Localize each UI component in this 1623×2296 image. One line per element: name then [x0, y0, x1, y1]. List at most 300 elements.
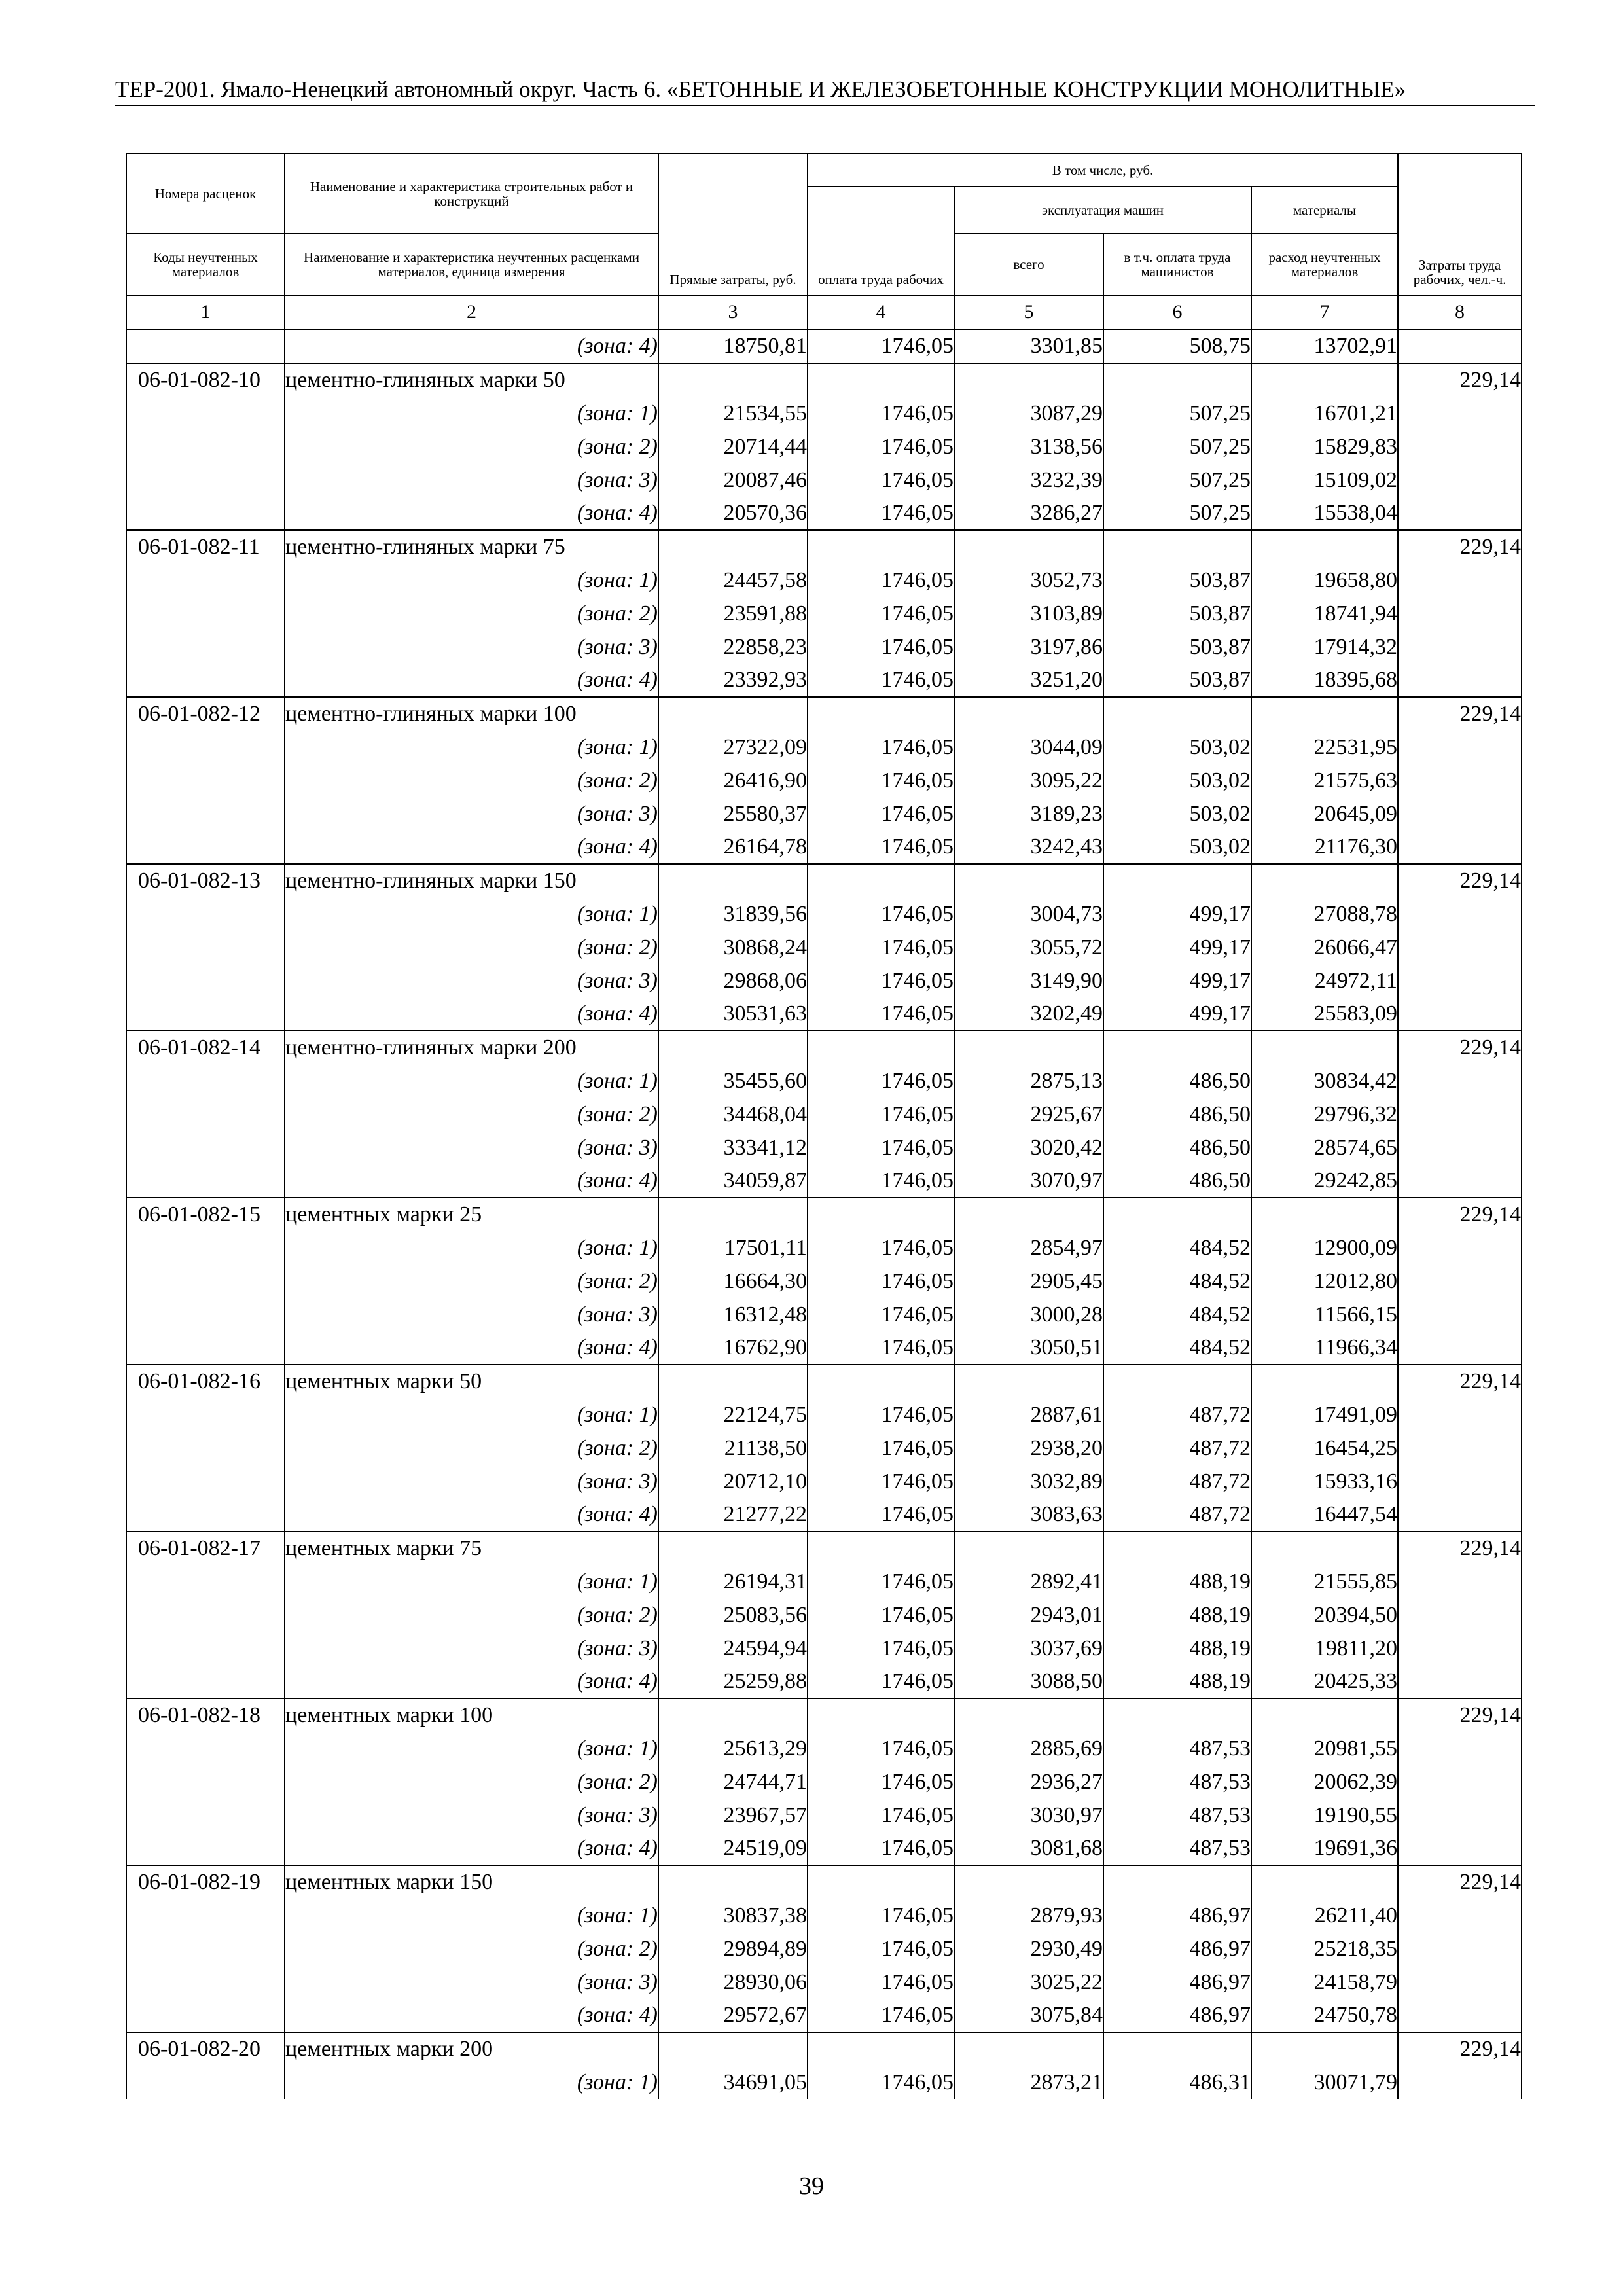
- direct-cost: 24744,71: [658, 1765, 808, 1799]
- rate-name: цементных марки 25: [285, 1198, 658, 1231]
- rate-code: 06-01-082-12: [126, 697, 285, 730]
- column-number: 4: [808, 295, 954, 329]
- machines-labor: 487,72: [1103, 1398, 1251, 1431]
- labor-hours: 229,14: [1398, 530, 1522, 564]
- row-code: [126, 1565, 285, 1598]
- zone-label: (зона: 4): [285, 997, 658, 1031]
- labor-pay: 1746,05: [808, 1498, 954, 1532]
- machines-labor: [1103, 1031, 1251, 1064]
- zone-label: (зона: 3): [285, 1632, 658, 1665]
- machines-total: 2854,97: [954, 1231, 1103, 1265]
- materials-cost: 17491,09: [1251, 1398, 1398, 1431]
- labor-pay: 1746,05: [808, 964, 954, 997]
- labor-pay: [808, 1198, 954, 1231]
- zone-label: (зона: 1): [285, 2066, 658, 2099]
- rate-name: цементно-глиняных марки 150: [285, 864, 658, 897]
- machines-total: 3095,22: [954, 764, 1103, 797]
- labor-hours: [1398, 1999, 1522, 2032]
- zone-row: [126, 1665, 1522, 1698]
- zone-label: (зона: 1): [285, 1565, 658, 1598]
- machines-labor: [1103, 1865, 1251, 1899]
- labor-pay: 1746,05: [808, 1832, 954, 1865]
- labor-hours: [1398, 1398, 1522, 1431]
- table-body: [126, 329, 1522, 2099]
- labor-pay: [808, 697, 954, 730]
- machines-total: [954, 1365, 1103, 1398]
- direct-cost: 26416,90: [658, 764, 808, 797]
- materials-cost: [1251, 1865, 1398, 1899]
- machines-labor: 486,97: [1103, 1965, 1251, 1999]
- labor-pay: 1746,05: [808, 1965, 954, 1999]
- machines-labor: [1103, 1698, 1251, 1732]
- direct-cost: [658, 530, 808, 564]
- machines-labor: 503,02: [1103, 831, 1251, 864]
- zone-row: [126, 1932, 1522, 1965]
- machines-labor: 488,19: [1103, 1665, 1251, 1698]
- zone-label: (зона: 1): [285, 397, 658, 430]
- labor-pay: 1746,05: [808, 1064, 954, 1098]
- rate-name: цементных марки 50: [285, 1365, 658, 1398]
- zone-label: (зона: 2): [285, 764, 658, 797]
- direct-cost: [658, 363, 808, 397]
- materials-cost: [1251, 530, 1398, 564]
- machines-labor: [1103, 864, 1251, 897]
- zone-label: (зона: 4): [285, 1832, 658, 1865]
- header-col6: в т.ч. оплата труда машинистов: [1103, 234, 1251, 295]
- labor-pay: 1746,05: [808, 630, 954, 664]
- machines-labor: 507,25: [1103, 463, 1251, 497]
- machines-labor: 499,17: [1103, 931, 1251, 964]
- materials-cost: [1251, 1031, 1398, 1064]
- machines-total: 2925,67: [954, 1098, 1103, 1131]
- zone-row: [126, 397, 1522, 430]
- direct-cost: 22858,23: [658, 630, 808, 664]
- header-group-incl: В том числе, руб.: [808, 154, 1398, 187]
- machines-labor: 487,53: [1103, 1799, 1251, 1832]
- rate-name: цементно-глиняных марки 50: [285, 363, 658, 397]
- machines-total: 3189,23: [954, 797, 1103, 831]
- zone-label: (зона: 3): [285, 964, 658, 997]
- machines-labor: 487,72: [1103, 1465, 1251, 1498]
- row-code: [126, 831, 285, 864]
- machines-total: 3025,22: [954, 1965, 1103, 1999]
- direct-cost: 25580,37: [658, 797, 808, 831]
- machines-total: 2930,49: [954, 1932, 1103, 1965]
- machines-labor: 488,19: [1103, 1598, 1251, 1632]
- direct-cost: 24594,94: [658, 1632, 808, 1665]
- zone-label: (зона: 2): [285, 1265, 658, 1298]
- zone-label: (зона: 1): [285, 564, 658, 597]
- labor-pay: [808, 1532, 954, 1565]
- machines-total: 3055,72: [954, 931, 1103, 964]
- zone-label: (зона: 1): [285, 1231, 658, 1265]
- zone-row: [126, 1064, 1522, 1098]
- labor-pay: 1746,05: [808, 730, 954, 764]
- materials-cost: [1251, 697, 1398, 730]
- machines-labor: 503,02: [1103, 797, 1251, 831]
- direct-cost: 25259,88: [658, 1665, 808, 1698]
- machines-total: 3070,97: [954, 1164, 1103, 1198]
- direct-cost: 20570,36: [658, 497, 808, 530]
- rate-header-row: [126, 363, 1522, 397]
- row-code: [126, 430, 285, 463]
- zone-label: (зона: 4): [285, 1498, 658, 1532]
- direct-cost: 16762,90: [658, 1331, 808, 1365]
- labor-pay: 1746,05: [808, 1899, 954, 1932]
- direct-cost: 22124,75: [658, 1398, 808, 1431]
- materials-cost: 16447,54: [1251, 1498, 1398, 1532]
- row-code: [126, 931, 285, 964]
- machines-total: 3075,84: [954, 1999, 1103, 2032]
- rate-header-row: [126, 1198, 1522, 1231]
- zone-label: (зона: 3): [285, 1799, 658, 1832]
- direct-cost: 29572,67: [658, 1999, 808, 2032]
- direct-cost: 34691,05: [658, 2066, 808, 2099]
- machines-labor: 486,50: [1103, 1098, 1251, 1131]
- direct-cost: 30837,38: [658, 1899, 808, 1932]
- materials-cost: 21555,85: [1251, 1565, 1398, 1598]
- labor-pay: 1746,05: [808, 1298, 954, 1331]
- direct-cost: 34468,04: [658, 1098, 808, 1131]
- zone-row: [126, 1732, 1522, 1765]
- rate-name: цементных марки 200: [285, 2032, 658, 2066]
- machines-total: 3138,56: [954, 430, 1103, 463]
- machines-total: 2905,45: [954, 1265, 1103, 1298]
- labor-pay: 1746,05: [808, 597, 954, 630]
- zone-row: [126, 497, 1522, 530]
- row-code: [126, 564, 285, 597]
- machines-labor: 499,17: [1103, 997, 1251, 1031]
- zone-row: [126, 1398, 1522, 1431]
- labor-pay: 1746,05: [808, 1632, 954, 1665]
- machines-total: [954, 1865, 1103, 1899]
- machines-labor: 503,02: [1103, 730, 1251, 764]
- direct-cost: 30531,63: [658, 997, 808, 1031]
- row-code: [126, 1098, 285, 1131]
- direct-cost: 28930,06: [658, 1965, 808, 1999]
- machines-labor: 503,87: [1103, 630, 1251, 664]
- labor-hours: 229,14: [1398, 1365, 1522, 1398]
- machines-total: 3232,39: [954, 463, 1103, 497]
- labor-hours: [1398, 664, 1522, 697]
- row-code: [126, 1331, 285, 1365]
- zone-label: (зона: 1): [285, 1899, 658, 1932]
- direct-cost: 26164,78: [658, 831, 808, 864]
- labor-hours: [1398, 597, 1522, 630]
- direct-cost: 20712,10: [658, 1465, 808, 1498]
- zone-row: [126, 1098, 1522, 1131]
- rate-header-row: [126, 1365, 1522, 1398]
- rate-header-row: [126, 1865, 1522, 1899]
- machines-labor: 499,17: [1103, 897, 1251, 931]
- labor-pay: 1746,05: [808, 2066, 954, 2099]
- row-code: [126, 597, 285, 630]
- direct-cost: 17501,11: [658, 1231, 808, 1265]
- header-col1-bottom: Коды неучтенных материалов: [126, 234, 285, 295]
- direct-cost: 33341,12: [658, 1131, 808, 1164]
- zone-label: (зона: 3): [285, 1965, 658, 1999]
- header-col8: Затраты труда рабочих, чел.-ч.: [1398, 154, 1522, 295]
- header-col5: всего: [954, 234, 1103, 295]
- labor-hours: [1398, 764, 1522, 797]
- machines-total: 3083,63: [954, 1498, 1103, 1532]
- rate-code: 06-01-082-15: [126, 1198, 285, 1231]
- materials-cost: 20645,09: [1251, 797, 1398, 831]
- labor-hours: [1398, 1732, 1522, 1765]
- machines-total: 2885,69: [954, 1732, 1103, 1765]
- column-number: 5: [954, 295, 1103, 329]
- zone-row: [126, 1765, 1522, 1799]
- zone-row: [126, 1164, 1522, 1198]
- machines-total: [954, 2032, 1103, 2066]
- labor-pay: [808, 1365, 954, 1398]
- direct-cost: 30868,24: [658, 931, 808, 964]
- machines-labor: 486,97: [1103, 1932, 1251, 1965]
- direct-cost: 26194,31: [658, 1565, 808, 1598]
- direct-cost: 20087,46: [658, 463, 808, 497]
- row-code: [126, 463, 285, 497]
- zone-row: [126, 1265, 1522, 1298]
- labor-pay: 1746,05: [808, 430, 954, 463]
- zone-row: [126, 597, 1522, 630]
- rate-code: 06-01-082-17: [126, 1532, 285, 1565]
- labor-pay: 1746,05: [808, 1465, 954, 1498]
- labor-hours: [1398, 1565, 1522, 1598]
- header-group-materials: материалы: [1251, 187, 1398, 234]
- direct-cost: 23591,88: [658, 597, 808, 630]
- materials-cost: 12900,09: [1251, 1231, 1398, 1265]
- header-group-machines: эксплуатация машин: [954, 187, 1251, 234]
- labor-hours: [1398, 1632, 1522, 1665]
- labor-pay: 1746,05: [808, 1665, 954, 1698]
- machines-labor: [1103, 2032, 1251, 2066]
- direct-cost: 34059,87: [658, 1164, 808, 1198]
- machines-labor: 499,17: [1103, 964, 1251, 997]
- zone-label: (зона: 1): [285, 730, 658, 764]
- machines-total: 3081,68: [954, 1832, 1103, 1865]
- machines-total: 3044,09: [954, 730, 1103, 764]
- machines-labor: 484,52: [1103, 1331, 1251, 1365]
- materials-cost: 20394,50: [1251, 1598, 1398, 1632]
- machines-total: [954, 697, 1103, 730]
- labor-hours: 229,14: [1398, 1698, 1522, 1732]
- labor-hours: 229,14: [1398, 1532, 1522, 1565]
- direct-cost: [658, 1532, 808, 1565]
- machines-total: 3103,89: [954, 597, 1103, 630]
- labor-pay: 1746,05: [808, 797, 954, 831]
- row-code: [126, 329, 285, 363]
- column-number: 7: [1251, 295, 1398, 329]
- materials-cost: 18395,68: [1251, 664, 1398, 697]
- labor-pay: 1746,05: [808, 1265, 954, 1298]
- machines-total: 3149,90: [954, 964, 1103, 997]
- column-number: 6: [1103, 295, 1251, 329]
- zone-label: (зона: 3): [285, 630, 658, 664]
- zone-row: [126, 897, 1522, 931]
- materials-cost: 29242,85: [1251, 1164, 1398, 1198]
- machines-labor: 503,02: [1103, 764, 1251, 797]
- row-code: [126, 1498, 285, 1532]
- machines-labor: 486,97: [1103, 1899, 1251, 1932]
- zone-row: [126, 730, 1522, 764]
- labor-hours: [1398, 397, 1522, 430]
- direct-cost: [658, 1031, 808, 1064]
- zone-label: (зона: 4): [285, 664, 658, 697]
- labor-pay: 1746,05: [808, 1098, 954, 1131]
- row-code: [126, 1064, 285, 1098]
- rate-header-row: [126, 530, 1522, 564]
- zone-label: (зона: 3): [285, 1298, 658, 1331]
- machines-total: 3088,50: [954, 1665, 1103, 1698]
- zone-label: (зона: 1): [285, 897, 658, 931]
- header-col1-top: Номера расценок: [126, 154, 285, 234]
- machines-total: 2936,27: [954, 1765, 1103, 1799]
- row-code: [126, 1131, 285, 1164]
- zone-row: [126, 1799, 1522, 1832]
- rate-name: цементных марки 100: [285, 1698, 658, 1732]
- labor-pay: 1746,05: [808, 1164, 954, 1198]
- materials-cost: [1251, 1365, 1398, 1398]
- row-code: [126, 1965, 285, 1999]
- materials-cost: 19811,20: [1251, 1632, 1398, 1665]
- row-code: [126, 1265, 285, 1298]
- row-code: [126, 1598, 285, 1632]
- zone-row: [126, 630, 1522, 664]
- labor-hours: [1398, 1465, 1522, 1498]
- machines-total: 3030,97: [954, 1799, 1103, 1832]
- machines-labor: 486,97: [1103, 1999, 1251, 2032]
- materials-cost: 26066,47: [1251, 931, 1398, 964]
- labor-hours: [1398, 1064, 1522, 1098]
- row-code: [126, 1765, 285, 1799]
- labor-pay: 1746,05: [808, 764, 954, 797]
- direct-cost: [658, 1865, 808, 1899]
- labor-hours: [1398, 1431, 1522, 1465]
- machines-total: 3037,69: [954, 1632, 1103, 1665]
- labor-pay: 1746,05: [808, 463, 954, 497]
- labor-pay: 1746,05: [808, 1932, 954, 1965]
- machines-total: [954, 1698, 1103, 1732]
- materials-cost: 25583,09: [1251, 997, 1398, 1031]
- zone-label: (зона: 2): [285, 430, 658, 463]
- labor-pay: 1746,05: [808, 931, 954, 964]
- machines-total: 2875,13: [954, 1064, 1103, 1098]
- rate-name: цементно-глиняных марки 100: [285, 697, 658, 730]
- materials-cost: 30834,42: [1251, 1064, 1398, 1098]
- machines-labor: 503,87: [1103, 664, 1251, 697]
- machines-labor: 503,87: [1103, 597, 1251, 630]
- labor-hours: [1398, 1331, 1522, 1365]
- direct-cost: 35455,60: [658, 1064, 808, 1098]
- zone-label: (зона: 3): [285, 463, 658, 497]
- column-number: 1: [126, 295, 285, 329]
- zone-label: (зона: 2): [285, 1431, 658, 1465]
- zone-row: [126, 1999, 1522, 2032]
- labor-pay: 1746,05: [808, 497, 954, 530]
- row-code: [126, 397, 285, 430]
- rate-code: 06-01-082-18: [126, 1698, 285, 1732]
- header-col2-top: Наименование и характеристика строительных работ и конструкций: [285, 154, 658, 234]
- row-code: [126, 1732, 285, 1765]
- machines-labor: [1103, 1532, 1251, 1565]
- labor-hours: 229,14: [1398, 697, 1522, 730]
- machines-labor: 487,53: [1103, 1832, 1251, 1865]
- machines-labor: [1103, 530, 1251, 564]
- machines-total: [954, 1031, 1103, 1064]
- labor-hours: [1398, 1265, 1522, 1298]
- rate-code: 06-01-082-10: [126, 363, 285, 397]
- header-col3: Прямые затраты, руб.: [658, 154, 808, 295]
- labor-pay: 1746,05: [808, 1431, 954, 1465]
- materials-cost: 11566,15: [1251, 1298, 1398, 1331]
- labor-hours: [1398, 329, 1522, 363]
- direct-cost: 25083,56: [658, 1598, 808, 1632]
- machines-total: 2943,01: [954, 1598, 1103, 1632]
- machines-labor: 487,72: [1103, 1431, 1251, 1465]
- zone-label: (зона: 2): [285, 1932, 658, 1965]
- row-code: [126, 1298, 285, 1331]
- rate-code: 06-01-082-19: [126, 1865, 285, 1899]
- header-col4: оплата труда рабочих: [808, 187, 954, 295]
- machines-labor: [1103, 1365, 1251, 1398]
- zone-label: (зона: 4): [285, 1665, 658, 1698]
- direct-cost: 31839,56: [658, 897, 808, 931]
- rate-name: цементных марки 75: [285, 1532, 658, 1565]
- zone-label: (зона: 4): [285, 329, 658, 363]
- zone-row: [126, 664, 1522, 697]
- machines-total: [954, 363, 1103, 397]
- zone-row: [126, 1431, 1522, 1465]
- machines-total: 2892,41: [954, 1565, 1103, 1598]
- zone-row: [126, 797, 1522, 831]
- direct-cost: [658, 1365, 808, 1398]
- labor-pay: 1746,05: [808, 1765, 954, 1799]
- row-code: [126, 1465, 285, 1498]
- machines-labor: 484,52: [1103, 1298, 1251, 1331]
- direct-cost: 29868,06: [658, 964, 808, 997]
- materials-cost: [1251, 1198, 1398, 1231]
- labor-hours: [1398, 1598, 1522, 1632]
- machines-labor: 488,19: [1103, 1632, 1251, 1665]
- direct-cost: 23392,93: [658, 664, 808, 697]
- labor-pay: [808, 1698, 954, 1732]
- materials-cost: [1251, 363, 1398, 397]
- machines-total: 2938,20: [954, 1431, 1103, 1465]
- machines-total: 3000,28: [954, 1298, 1103, 1331]
- labor-pay: 1746,05: [808, 1799, 954, 1832]
- labor-hours: [1398, 831, 1522, 864]
- direct-cost: 18750,81: [658, 329, 808, 363]
- zone-row: [126, 2066, 1522, 2099]
- column-number: 3: [658, 295, 808, 329]
- machines-total: 3242,43: [954, 831, 1103, 864]
- direct-cost: 20714,44: [658, 430, 808, 463]
- machines-total: 3087,29: [954, 397, 1103, 430]
- materials-cost: 16701,21: [1251, 397, 1398, 430]
- row-code: [126, 897, 285, 931]
- materials-cost: 11966,34: [1251, 1331, 1398, 1365]
- header-rule: [115, 105, 1535, 106]
- page-header-title: ТЕР-2001. Ямало-Ненецкий автономный округ. Часть 6. «БЕТОННЫЕ И ЖЕЛЕЗОБЕТОННЫЕ КОНСТРУКЦИИ МОНОЛИТНЫЕ»: [115, 77, 1406, 102]
- zone-label: (зона: 1): [285, 1398, 658, 1431]
- row-code: [126, 997, 285, 1031]
- direct-cost: 21277,22: [658, 1498, 808, 1532]
- materials-cost: 26211,40: [1251, 1899, 1398, 1932]
- zone-label: (зона: 3): [285, 1465, 658, 1498]
- labor-pay: 1746,05: [808, 1331, 954, 1365]
- labor-hours: [1398, 1131, 1522, 1164]
- labor-hours: [1398, 897, 1522, 931]
